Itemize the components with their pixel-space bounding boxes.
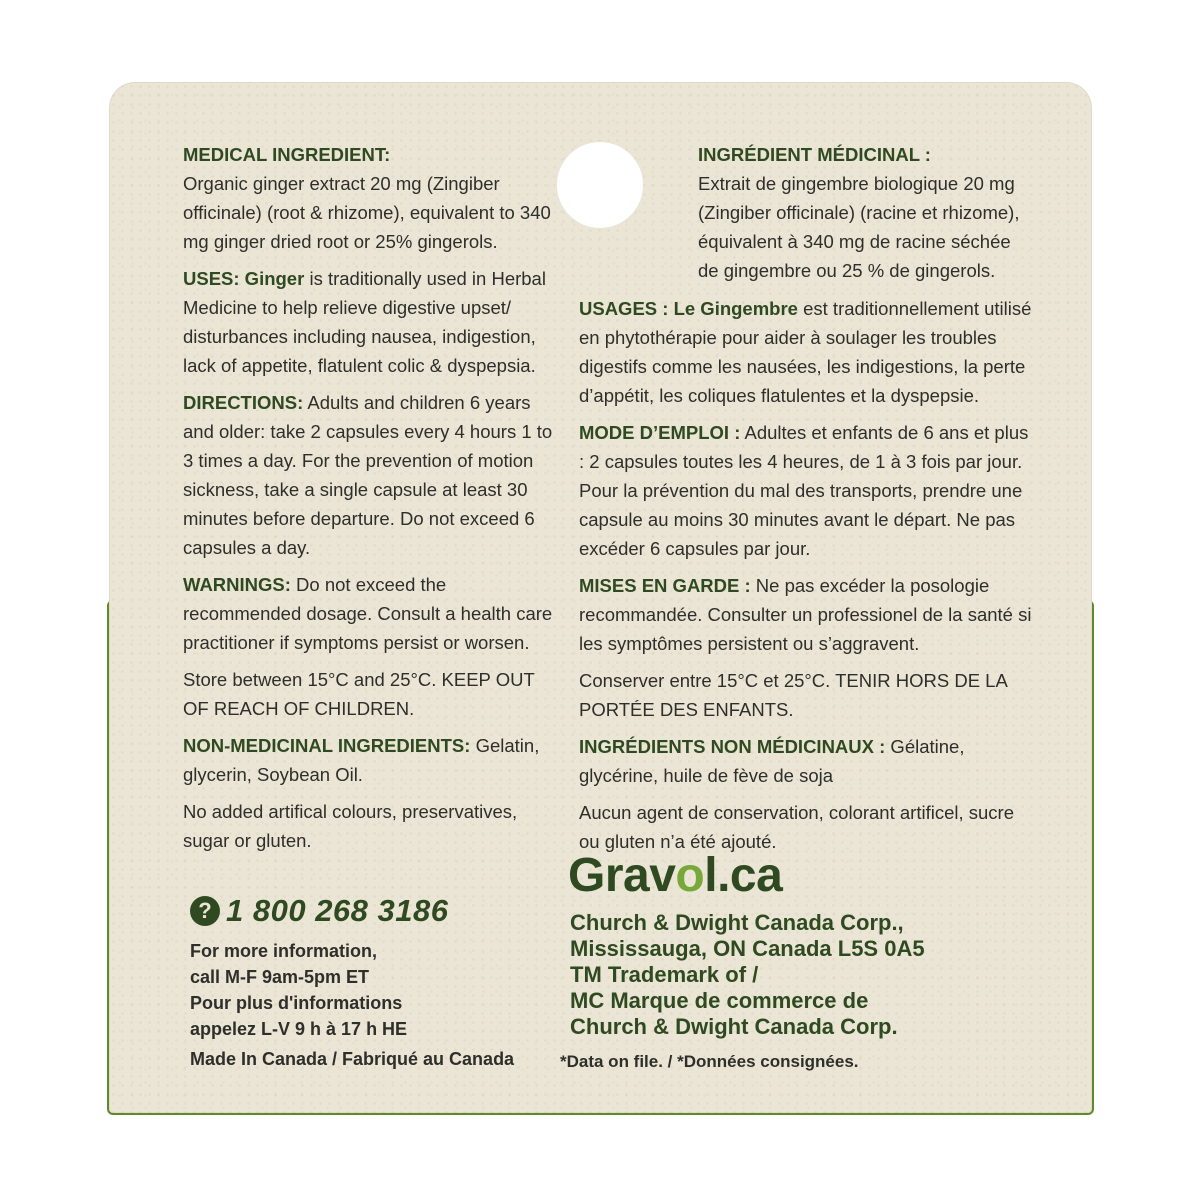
info-line: For more information, xyxy=(190,941,378,961)
fr-nonmed-label: INGRÉDIENTS NON MÉDICINAUX : xyxy=(579,736,886,757)
fr-nonmed-text: Gélatine, glycérine, huile de fève de soja xyxy=(579,736,965,786)
fr-warnings-label: MISES EN GARDE : xyxy=(579,575,751,596)
en-medical-text: Organic ginger extract 20 mg (Zingiber officinale) (root & rhizome), equivalent to 340 mg ginger dried root or 25% gingerols. xyxy=(183,173,551,252)
en-uses-text: is traditionally used in Herbal Medicine to help relieve digestive upset/ disturbances including nausea, indigestion, lack of appetite, flatulent colic & dyspepsia. xyxy=(183,268,546,376)
help-question-icon: ? xyxy=(190,896,220,926)
fr-directions-label: MODE D’EMPLOI : xyxy=(579,422,741,443)
en-directions-text: Adults and children 6 years and older: take 2 capsules every 4 hours 1 to 3 times a day. For the prevention of motion sickness, take a single capsule at least 30 minutes before departure. Do not exceed 6 capsules a day. xyxy=(183,392,553,558)
en-warnings xyxy=(183,570,563,657)
info-line: appelez L-V 9 h à 17 h HE xyxy=(190,1019,408,1039)
fr-uses xyxy=(579,294,1034,410)
en-directions-label: DIRECTIONS: xyxy=(183,392,304,413)
gravol-logo[interactable] xyxy=(568,848,782,903)
en-no-added: No added artifical colours, preservatives, sugar or gluten. xyxy=(183,801,518,851)
info-line: Pour plus d'informations xyxy=(190,993,403,1013)
contact-info xyxy=(190,938,530,1042)
fr-storage: Conserver entre 15°C et 25°C. TENIR HORS DE LA PORTÉE DES ENFANTS. xyxy=(579,670,1007,720)
fr-uses-label: USAGES : Le Gingembre xyxy=(579,298,798,319)
en-warnings-label: WARNINGS: xyxy=(183,574,291,595)
data-on-file-note: *Data on file. / *Données consignées. xyxy=(560,1052,859,1071)
fr-directions-text: Adultes et enfants de 6 ans et plus : 2 capsules toutes les 4 heures, de 1 à 3 fois par jour. Pour la prévention du mal des transports, prendre une capsule au moins 30 minutes avant le départ. Ne pas excéder 6 capsules par jour. xyxy=(579,422,1029,559)
en-nonmedicinal xyxy=(183,731,563,789)
en-uses xyxy=(183,264,563,380)
fr-uses-text: est traditionnellement utilisé en phytothérapie pour aider à soulager les troubles digestifs comme les nausées, les indigestions, la perte d’appétit, les coliques flatulentes et la dyspepsie. xyxy=(579,298,1032,406)
en-medical-ingredient xyxy=(183,140,563,256)
company-line: Mississauga, ON Canada L5S 0A5 xyxy=(570,936,925,961)
fr-medical-ingredient xyxy=(698,140,1028,285)
company-address xyxy=(570,910,970,1040)
phone-row xyxy=(190,893,449,929)
logo-accent: o xyxy=(675,849,705,902)
fr-medical-label: INGRÉDIENT MÉDICINAL : xyxy=(698,144,931,165)
phone-number[interactable]: 1 800 268 3186 xyxy=(226,893,449,928)
hang-hole xyxy=(557,142,643,228)
fr-no-added: Aucun agent de conservation, colorant artificel, sucre ou gluten n’a été ajouté. xyxy=(579,802,1014,852)
company-line: Church & Dwight Canada Corp., xyxy=(570,910,904,935)
fr-warnings xyxy=(579,571,1034,658)
info-line: call M-F 9am-5pm ET xyxy=(190,967,370,987)
logo-part1: Grav xyxy=(568,849,676,902)
logo-part2: l.ca xyxy=(704,849,783,902)
company-line: MC Marque de commerce de xyxy=(570,988,869,1013)
company-line: Church & Dwight Canada Corp. xyxy=(570,1014,898,1039)
french-column xyxy=(579,294,1034,864)
made-in-canada: Made In Canada / Fabriqué au Canada xyxy=(190,1049,515,1069)
fr-nonmedicinal xyxy=(579,732,1034,790)
french-medical-block xyxy=(698,140,1028,293)
en-medical-label: MEDICAL INGREDIENT: xyxy=(183,144,391,165)
english-column xyxy=(183,140,563,863)
en-nonmed-text: Gelatin, glycerin, Soybean Oil. xyxy=(183,735,540,785)
en-nonmed-label: NON-MEDICINAL INGREDIENTS: xyxy=(183,735,471,756)
fr-warnings-text: Ne pas excéder la posologie recommandée. Consulter un professionel de la santé si les symptômes persistent ou s’aggravent. xyxy=(579,575,1032,654)
en-uses-label: USES: Ginger xyxy=(183,268,305,289)
fr-directions xyxy=(579,418,1034,563)
en-directions xyxy=(183,388,563,562)
en-storage: Store between 15°C and 25°C. KEEP OUT OF REACH OF CHILDREN. xyxy=(183,669,535,719)
company-line: TM Trademark of / xyxy=(570,962,759,987)
en-warnings-text: Do not exceed the recommended dosage. Consult a health care practitioner if symptoms persist or worsen. xyxy=(183,574,553,653)
fr-medical-text: Extrait de gingembre biologique 20 mg (Zingiber officinale) (racine et rhizome), équivalent à 340 mg de racine séchée de gingembre ou 25 % de gingerols. xyxy=(698,173,1020,281)
